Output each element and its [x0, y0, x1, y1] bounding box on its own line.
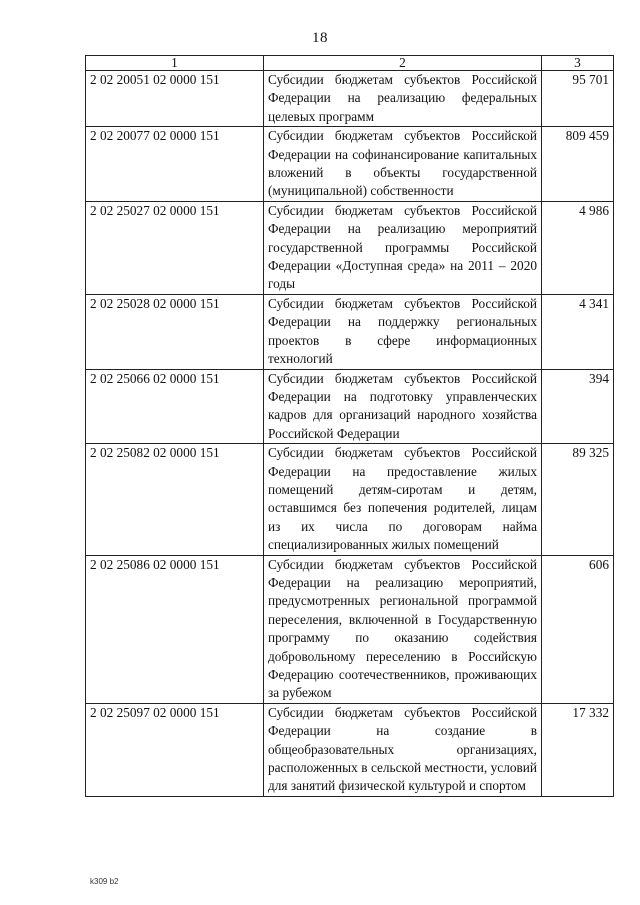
amount-cell: 394: [542, 369, 614, 444]
amount-cell: 95 701: [542, 71, 614, 127]
table-row: [86, 201, 614, 294]
table-row: [86, 127, 614, 202]
budget-code-cell: 2 02 25066 02 0000 151: [86, 369, 264, 444]
amount-cell: 4 986: [542, 201, 614, 294]
description-cell: Субсидии бюджетам субъектов Российской Федерации на реализацию мероприятий государственной программы Российской Федерации «Доступная среда» на 2011 – 2020 годы: [264, 201, 542, 294]
budget-code-cell: 2 02 20077 02 0000 151: [86, 127, 264, 202]
budget-code-cell: 2 02 25027 02 0000 151: [86, 201, 264, 294]
description-cell: Субсидии бюджетам субъектов Российской Федерации на предоставление жилых помещений детям-сиротам и детям, оставшимся без попечения родителей, лицам из их числа по договорам найма специализированных жилых помещений: [264, 444, 542, 555]
document-footer-code: k309 b2: [90, 877, 119, 886]
description-cell: Субсидии бюджетам субъектов Российской Федерации на софинансирование капитальных вложений в объекты государственной (муниципальной) собственности: [264, 127, 542, 202]
budget-code-cell: 2 02 25086 02 0000 151: [86, 555, 264, 703]
amount-cell: 89 325: [542, 444, 614, 555]
amount-cell: 17 332: [542, 703, 614, 796]
description-cell: Субсидии бюджетам субъектов Российской Федерации на создание в общеобразовательных организациях, расположенных в сельской местности, условий для занятий физической культурой и спортом: [264, 703, 542, 796]
budget-code-cell: 2 02 25028 02 0000 151: [86, 294, 264, 369]
table-row: [86, 71, 614, 127]
table-row: [86, 369, 614, 444]
table-row: [86, 703, 614, 796]
description-cell: Субсидии бюджетам субъектов Российской Федерации на реализацию мероприятий, предусмотренных региональной программой переселения, включенной в Государственную программу по оказанию содействия добровольному переселению в Российскую Федерацию соотечественников, проживающих за рубежом: [264, 555, 542, 703]
column-header-description: 2: [264, 56, 542, 71]
description-cell: Субсидии бюджетам субъектов Российской Федерации на реализацию федеральных целевых программ: [264, 71, 542, 127]
amount-cell: 809 459: [542, 127, 614, 202]
table-row: [86, 294, 614, 369]
budget-code-cell: 2 02 25082 02 0000 151: [86, 444, 264, 555]
table-row: [86, 444, 614, 555]
table-header-row: [86, 56, 614, 71]
column-header-code: 1: [86, 56, 264, 71]
description-cell: Субсидии бюджетам субъектов Российской Федерации на поддержку региональных проектов в сфере информационных технологий: [264, 294, 542, 369]
amount-cell: 4 341: [542, 294, 614, 369]
table-row: [86, 555, 614, 703]
budget-code-cell: 2 02 25097 02 0000 151: [86, 703, 264, 796]
page-number: 18: [312, 30, 328, 46]
budget-table: [85, 55, 614, 797]
budget-code-cell: 2 02 20051 02 0000 151: [86, 71, 264, 127]
column-header-amount: 3: [542, 56, 614, 71]
amount-cell: 606: [542, 555, 614, 703]
description-cell: Субсидии бюджетам субъектов Российской Федерации на подготовку управленческих кадров для организаций народного хозяйства Российской Федерации: [264, 369, 542, 444]
